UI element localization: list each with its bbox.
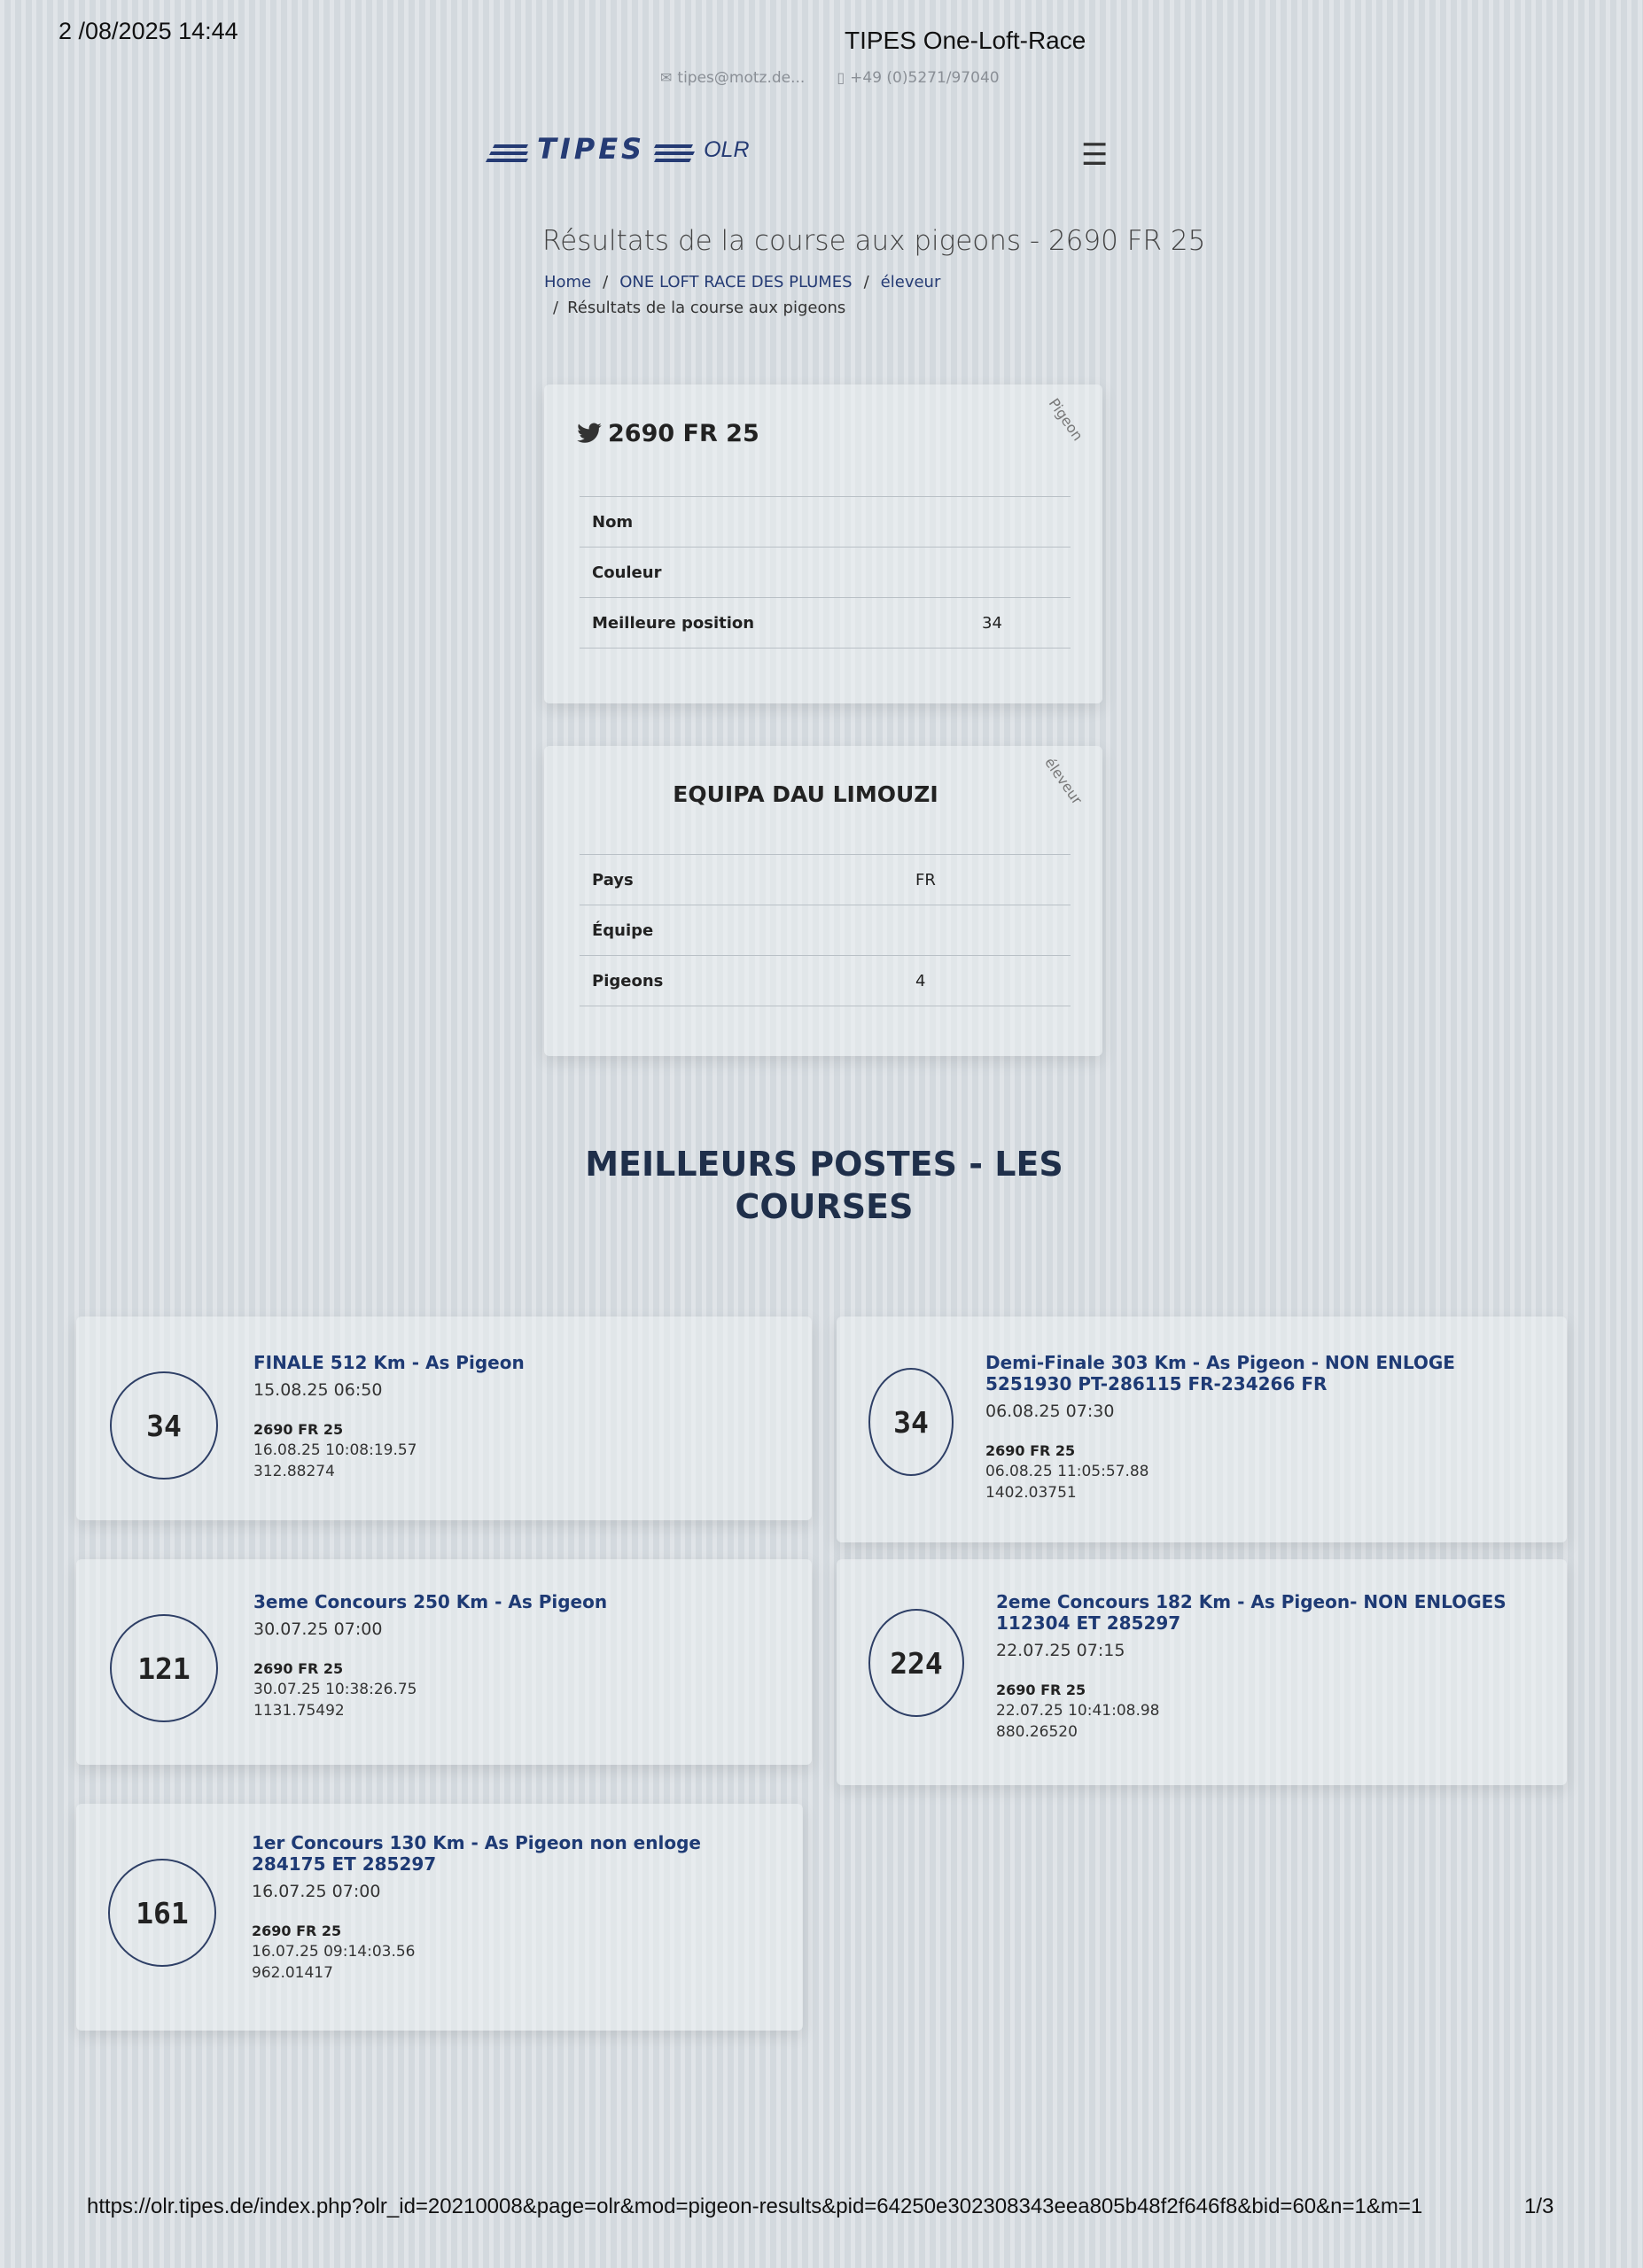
race-position-badge: 34	[110, 1371, 218, 1480]
race-details	[253, 1591, 785, 1720]
race-pigeon: 2690 FR 25	[253, 1421, 344, 1438]
row-label: Meilleure position	[592, 613, 755, 633]
race-arrival: 16.07.25 09:14:03.56	[252, 1943, 416, 1961]
race-title[interactable]: FINALE 512 Km - As Pigeon	[253, 1352, 525, 1373]
race-pigeon: 2690 FR 25	[252, 1922, 342, 1939]
race-speed: 962.01417	[252, 1964, 333, 1982]
logo-suffix: OLR	[704, 137, 750, 162]
race-speed: 1402.03751	[985, 1484, 1077, 1502]
race-details	[985, 1352, 1540, 1502]
breadcrumb-race[interactable]: ONE LOFT RACE DES PLUMES	[619, 273, 853, 291]
race-card[interactable]	[837, 1559, 1567, 1785]
race-position-badge: 224	[868, 1609, 964, 1717]
logo-text: TIPES	[537, 132, 646, 166]
race-card[interactable]	[837, 1317, 1567, 1542]
email-text: tipes@motz.de...	[677, 69, 806, 87]
row-label: Nom	[592, 512, 634, 532]
best-positions-heading	[496, 1143, 1152, 1228]
race-arrival: 30.07.25 10:38:26.75	[253, 1681, 417, 1698]
race-title[interactable]: 3eme Concours 250 Km - As Pigeon	[253, 1591, 608, 1612]
site-logo[interactable]	[486, 132, 750, 166]
pigeon-card-tag: Pigeon	[1045, 395, 1087, 444]
race-card[interactable]	[76, 1559, 812, 1765]
race-arrival: 06.08.25 11:05:57.88	[985, 1463, 1149, 1480]
race-pigeon: 2690 FR 25	[985, 1442, 1076, 1459]
heading-line-1: MEILLEURS POSTES - LES	[585, 1145, 1063, 1184]
pigeon-row-color	[580, 547, 1071, 597]
race-start: 22.07.25 07:15	[996, 1641, 1125, 1660]
breeder-card-tag: éleveur	[1040, 754, 1086, 808]
breadcrumb-separator: /	[863, 273, 869, 291]
breeder-row-country	[580, 854, 1071, 905]
row-value: 34	[982, 613, 1002, 633]
pigeon-card-title	[576, 420, 759, 447]
heading-line-2: COURSES	[735, 1187, 914, 1226]
breadcrumb-breeder[interactable]: éleveur	[880, 273, 941, 291]
row-label: Équipe	[592, 920, 654, 940]
race-arrival: 22.07.25 10:41:08.98	[996, 1702, 1160, 1720]
breeder-card	[544, 746, 1102, 1056]
breadcrumb-current-line	[553, 299, 845, 317]
breadcrumb-current: Résultats de la course aux pigeons	[567, 299, 846, 317]
pigeon-info-table	[580, 496, 1071, 649]
race-position-badge: 161	[108, 1859, 216, 1967]
breeder-row-pigeons	[580, 955, 1071, 1006]
race-title[interactable]: 1er Concours 130 Km - As Pigeon non enloge 284175 ET 285297	[252, 1832, 701, 1875]
race-position-badge: 121	[110, 1614, 218, 1722]
pigeon-card	[544, 384, 1102, 703]
race-position-badge: 34	[868, 1368, 954, 1476]
page-title: Résultats de la course aux pigeons - 2690 FR 25	[542, 225, 1206, 257]
breadcrumb-separator: /	[603, 273, 609, 291]
race-speed: 1131.75492	[253, 1702, 345, 1720]
top-contact-bar	[660, 69, 1000, 87]
row-label: Pigeons	[592, 971, 664, 990]
race-card[interactable]	[76, 1804, 803, 2031]
race-arrival: 16.08.25 10:08:19.57	[253, 1441, 417, 1459]
race-title[interactable]: 2eme Concours 182 Km - As Pigeon- NON ENLOGES 112304 ET 285297	[996, 1591, 1507, 1634]
envelope-icon: ✉	[660, 69, 673, 86]
race-details	[996, 1591, 1540, 1741]
race-pigeon: 2690 FR 25	[996, 1682, 1086, 1698]
breadcrumb-home[interactable]: Home	[544, 273, 592, 291]
breadcrumb	[544, 273, 940, 291]
race-card[interactable]	[76, 1317, 812, 1520]
menu-hamburger-icon[interactable]: ☰	[1081, 137, 1109, 173]
bird-icon	[576, 422, 603, 447]
race-title[interactable]: Demi-Finale 303 Km - As Pigeon - NON ENLOGE 5251930 PT-286115 FR-234266 FR	[985, 1352, 1455, 1394]
race-pigeon: 2690 FR 25	[253, 1660, 344, 1677]
phone-link[interactable]	[837, 69, 999, 87]
row-value: FR	[915, 870, 936, 889]
pigeon-row-name	[580, 496, 1071, 547]
print-footer-page: 1/3	[1524, 2194, 1554, 2218]
print-title: TIPES One-Loft-Race	[845, 27, 1086, 54]
race-details	[252, 1832, 776, 1982]
pigeon-row-best-position	[580, 597, 1071, 649]
email-link[interactable]	[660, 69, 805, 87]
breadcrumb-separator: /	[553, 299, 559, 317]
breeder-row-team	[580, 905, 1071, 955]
row-label: Pays	[592, 870, 634, 889]
print-footer-url: https://olr.tipes.de/index.php?olr_id=20210008&page=olr&mod=pigeon-results&pid=64250e302308343eea805b48f2f646f8&bid=60&n=1&m=1	[87, 2194, 1423, 2218]
breeder-name: EQUIPA DAU LIMOUZI	[673, 781, 938, 807]
race-start: 15.08.25 06:50	[253, 1380, 383, 1400]
row-label: Couleur	[592, 563, 662, 582]
race-start: 06.08.25 07:30	[985, 1402, 1115, 1421]
race-start: 16.07.25 07:00	[252, 1882, 381, 1901]
race-start: 30.07.25 07:00	[253, 1619, 383, 1639]
phone-icon: ▯	[837, 69, 845, 86]
phone-text: +49 (0)5271/97040	[850, 69, 1000, 87]
row-value: 4	[915, 971, 926, 990]
pigeon-ring-number: 2690 FR 25	[608, 420, 759, 447]
race-details	[253, 1352, 785, 1480]
print-date: 2 /08/2025 14:44	[58, 18, 238, 44]
race-speed: 880.26520	[996, 1723, 1078, 1741]
logo-speed-lines-right-icon	[654, 144, 695, 163]
breeder-info-table	[580, 854, 1071, 1006]
race-speed: 312.88274	[253, 1463, 335, 1480]
logo-speed-lines-icon	[486, 144, 528, 163]
